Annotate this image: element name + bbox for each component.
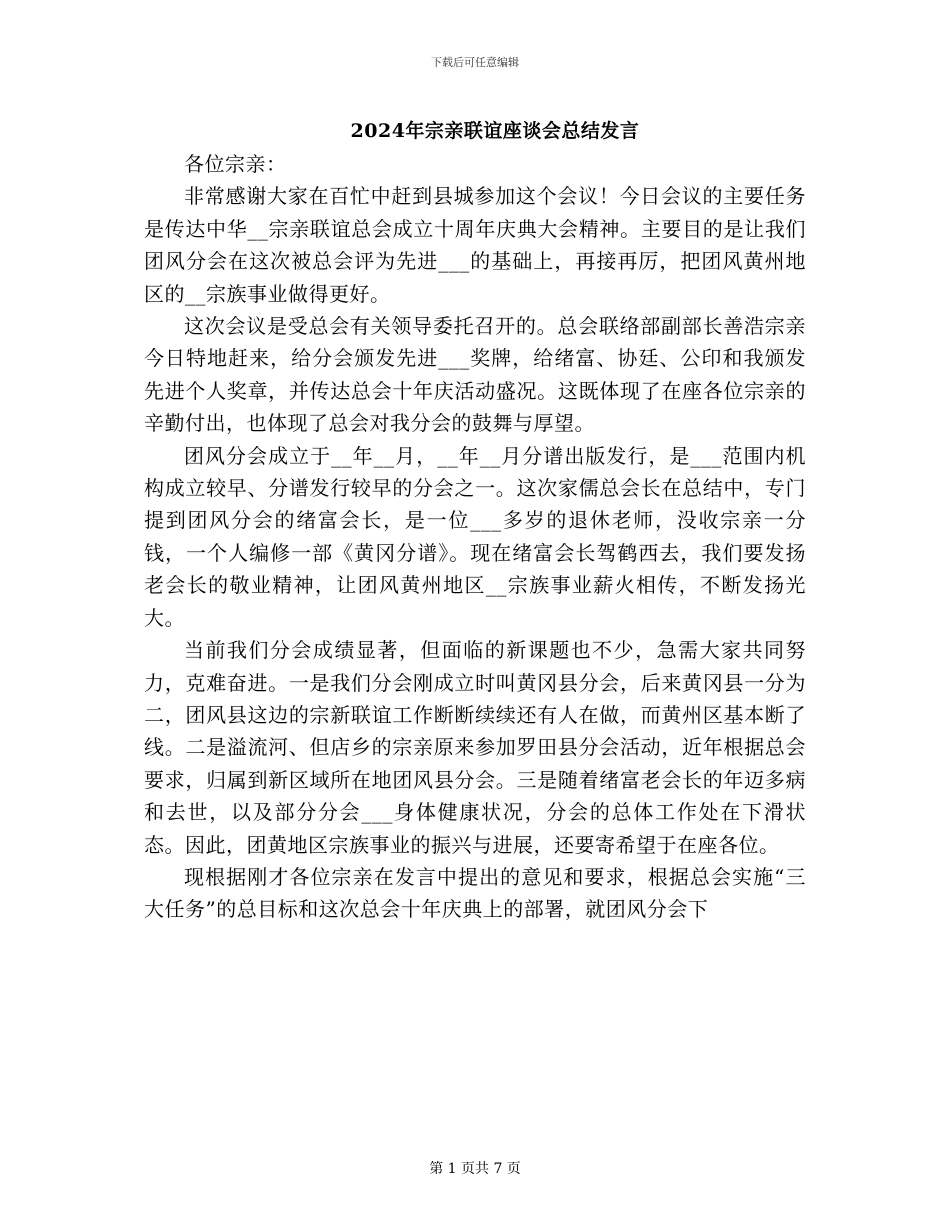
paragraph-2: 这次会议是受总会有关领导委托召开的。总会联络部副部长善浩宗亲今日特地赶来，给分会颁发先进___奖牌，给绪富、协廷、公印和我颁发先进个人奖章，并传达总会十年庆活动盛况。这既体现了在座各位宗亲的辛勤付出，也体现了总会对我分会的鼓舞与厚望。: [144, 314, 806, 436]
page-footer: 第 1 页共 7 页: [429, 1161, 521, 1177]
paragraph-3: 团风分会成立于__年__月，__年__月分谱出版发行，是___范围内机构成立较早、分谱发行较早的分会之一。这次家儒总会长在总结中，专门提到团风分会的绪富会长，是一位___多岁的退休老师，没收宗亲一分钱，一个人编修一部《黄冈分谱》。现在绪富会长驾鹤西去，我们要发扬老会长的敬业精神，让团风黄州地区__宗族事业薪火相传，不断发扬光大。: [144, 443, 806, 630]
paragraph-4: 当前我们分会成绩显著，但面临的新课题也不少，急需大家共同努力，克难奋进。一是我们分会刚成立时叫黄冈县分会，后来黄冈县一分为二，团风县这边的宗新联谊工作断断续续还有人在做，而黄州区基本断了线。二是溢流河、但店乡的宗亲原来参加罗田县分会活动，近年根据总会要求，归属到新区域所在地团风县分会。三是随着绪富老会长的年迈多病和去世，以及部分分会___身体健康状况，分会的总体工作处在下滑状态。因此，团黄地区宗族事业的振兴与进展，还要寄希望于在座各位。: [144, 638, 806, 857]
salutation: 各位宗亲：: [184, 152, 287, 176]
header-note: 下载后可任意编辑: [431, 56, 519, 69]
paragraph-5: 现根据刚才各位宗亲在发言中提出的意见和要求，根据总会实施“三大任务”的总目标和这次总会十年庆典上的部署，就团风分会下: [144, 864, 806, 922]
document-title: 2024年宗亲联谊座谈会总结发言: [350, 120, 640, 142]
document-body: [144, 148, 806, 926]
paragraph-1: 非常感谢大家在百忙中赶到县城参加这个会议！今日会议的主要任务是传达中华__宗亲联谊总会成立十周年庆典大会精神。主要目的是让我们团风分会在这次被总会评为先进___的基础上，再接再厉，把团风黄州地区的__宗族事业做得更好。: [144, 184, 806, 306]
